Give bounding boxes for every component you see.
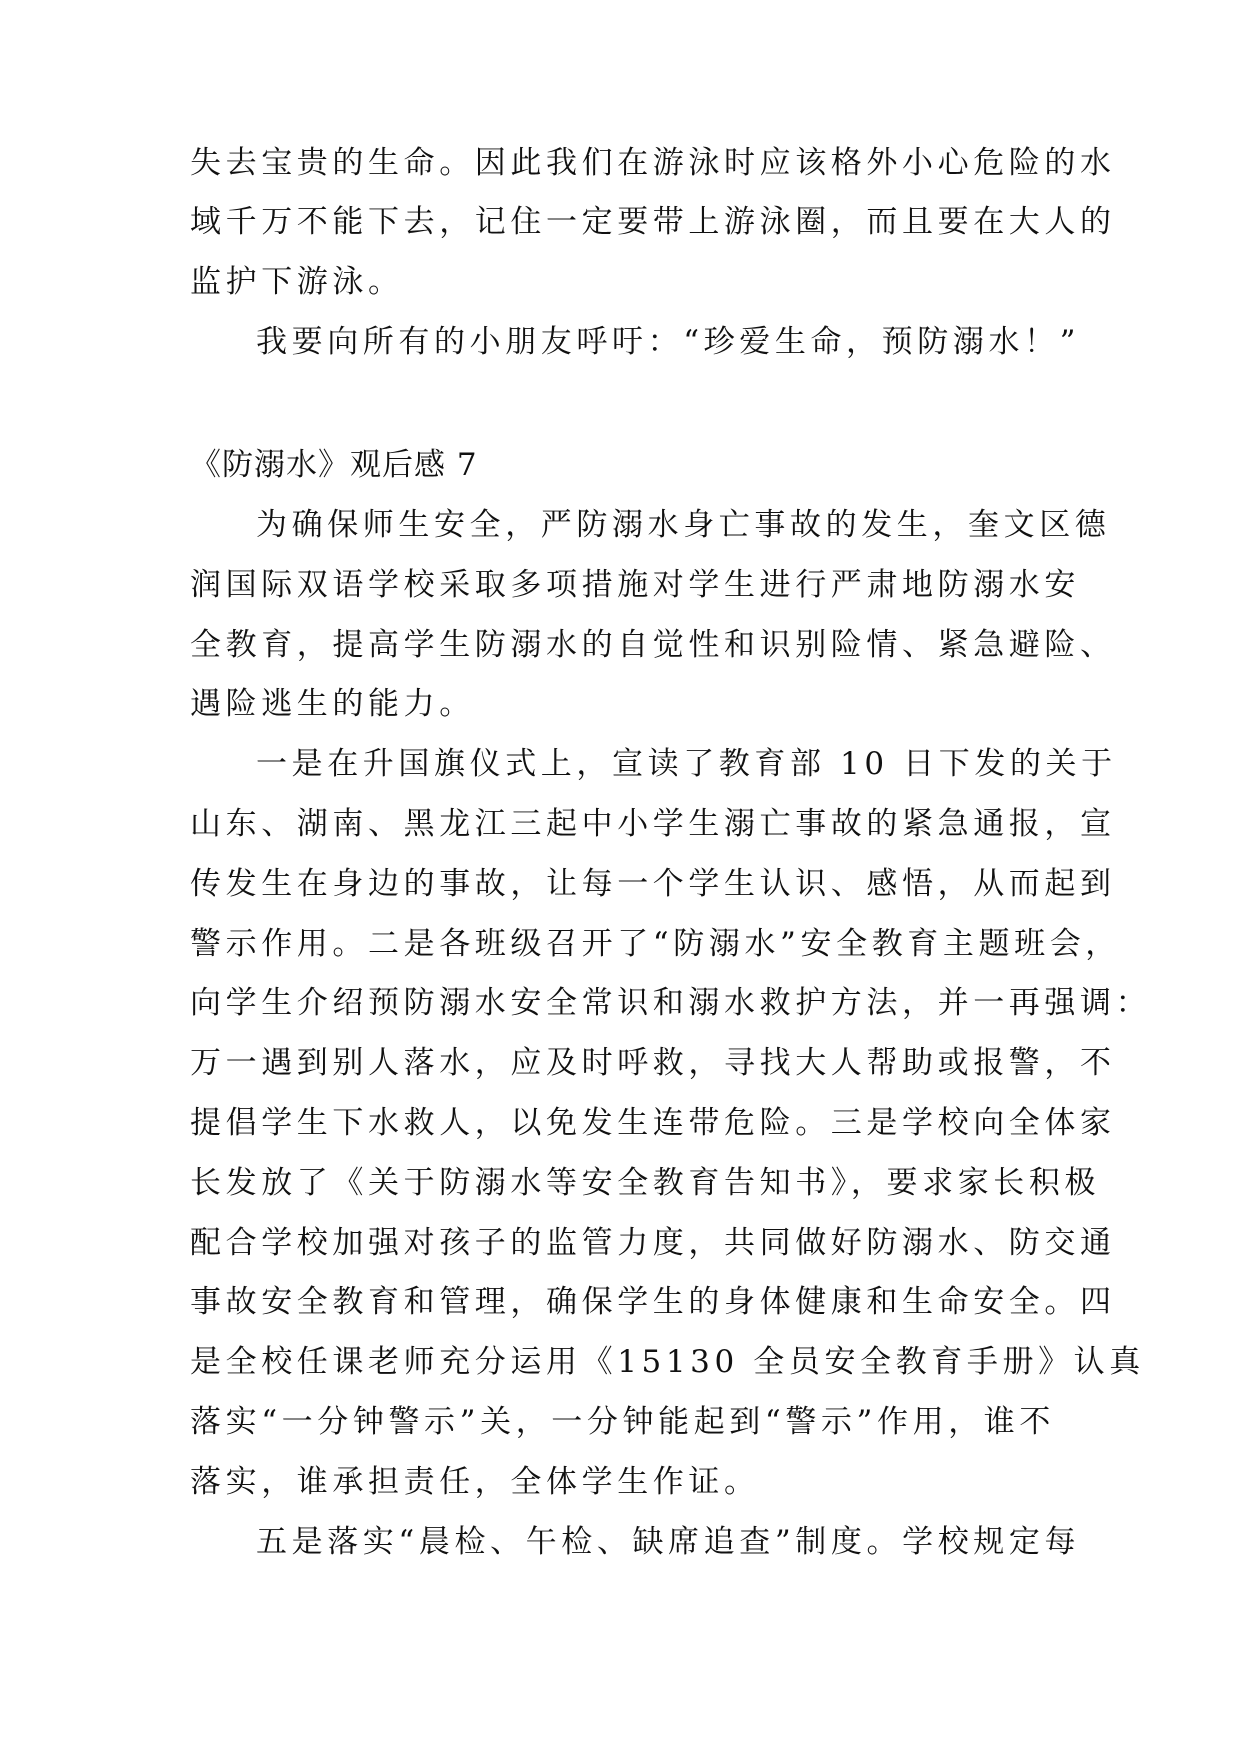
- paragraph-line: 落实，谁承担责任，全体学生作证。: [190, 1464, 760, 1500]
- paragraph-line: 五是落实“晨检、午检、缺席追查”制度。学校规定每: [256, 1524, 1081, 1560]
- paragraph-line: 全教育，提高学生防溺水的自觉性和识别险情、紧急避险、: [190, 627, 1116, 663]
- section-heading: 《防溺水》观后感 7: [190, 447, 478, 483]
- paragraph-line: 域千万不能下去，记住一定要带上游泳圈，而且要在大人的: [190, 204, 1116, 240]
- paragraph-line: 配合学校加强对孩子的监管力度，共同做好防溺水、防交通: [190, 1225, 1116, 1261]
- paragraph-line: 一是在升国旗仪式上，宣读了教育部 10 日下发的关于: [256, 746, 1117, 782]
- paragraph-line: 润国际双语学校采取多项措施对学生进行严肃地防溺水安: [190, 567, 1080, 603]
- paragraph-line: 失去宝贵的生命。因此我们在游泳时应该格外小心危险的水: [190, 145, 1116, 181]
- paragraph-line: 落实“一分钟警示”关，一分钟能起到“警示”作用，谁不: [190, 1404, 1055, 1440]
- paragraph-line: 长发放了《关于防溺水等安全教育告知书》，要求家长积极: [190, 1165, 1101, 1201]
- paragraph-line: 向学生介绍预防溺水安全常识和溺水救护方法，并一再强调：: [190, 985, 1152, 1021]
- paragraph-line: 山东、湖南、黑龙江三起中小学生溺亡事故的紧急通报，宣: [190, 806, 1116, 842]
- paragraph-line: 我要向所有的小朋友呼吁：“珍爱生命，预防溺水！”: [256, 324, 1081, 360]
- paragraph-line: 事故安全教育和管理，确保学生的身体健康和生命安全。四: [190, 1284, 1116, 1320]
- paragraph-line: 提倡学生下水救人，以免发生连带危险。三是学校向全体家: [190, 1105, 1116, 1141]
- paragraph-line: 传发生在身边的事故，让每一个学生认识、感悟，从而起到: [190, 866, 1116, 902]
- paragraph-line: 遇险逃生的能力。: [190, 686, 475, 722]
- paragraph-line: 警示作用。二是各班级召开了“防溺水”安全教育主题班会，: [190, 926, 1121, 962]
- paragraph-line: 为确保师生安全，严防溺水身亡事故的发生，奎文区德: [256, 507, 1111, 543]
- paragraph-line: 监护下游泳。: [190, 264, 404, 300]
- paragraph-line: 是全校任课老师充分运用《15130 全员安全教育手册》认真: [190, 1344, 1145, 1380]
- paragraph-line: 万一遇到别人落水，应及时呼救，寻找大人帮助或报警，不: [190, 1045, 1116, 1081]
